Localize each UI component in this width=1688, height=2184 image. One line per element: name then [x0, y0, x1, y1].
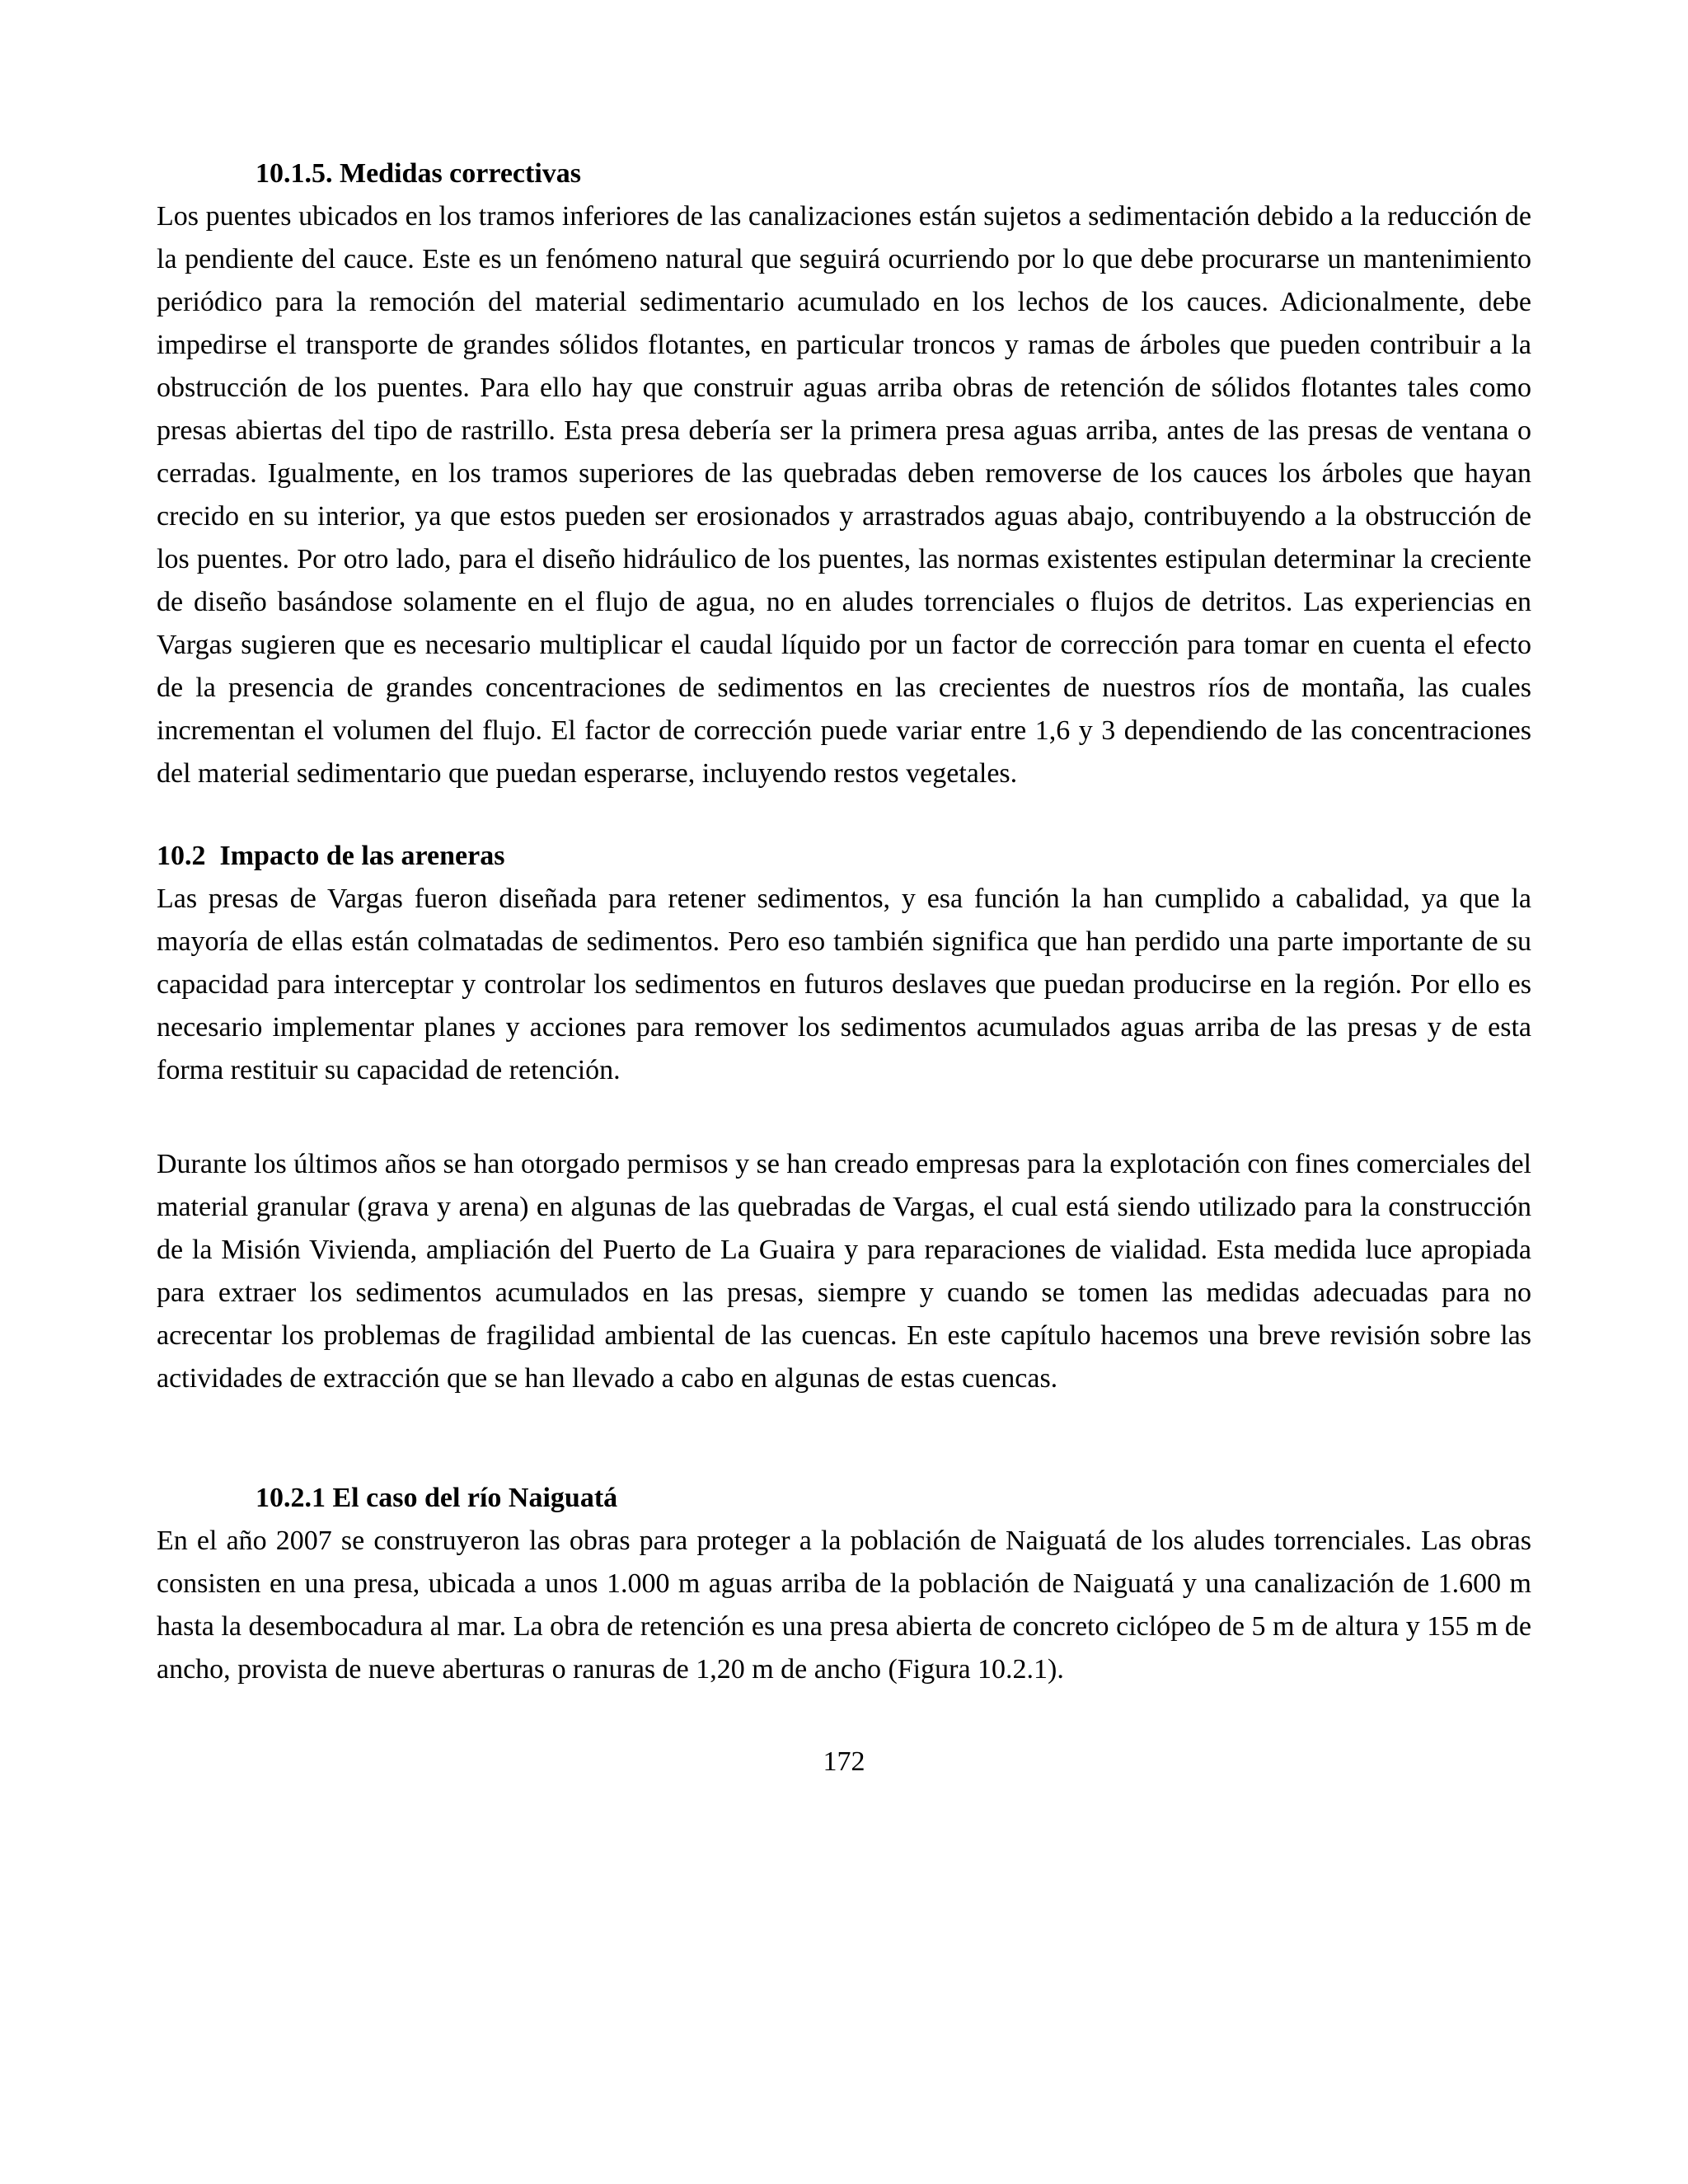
section-heading-10-2-impacto-areneras: 10.2 Impacto de las areneras	[157, 841, 505, 871]
page-number: 172	[823, 1746, 865, 1777]
paragraph-impacto-areneras-1: Las presas de Vargas fueron diseñada para retener sedimentos, y esa función la han cumplido a cabalidad, ya que la mayoría de ellas están colmatadas de sedimentos. Pero eso también significa que han perdido una parte importante de su capacidad para interceptar y controlar los sedimentos en futuros deslaves que puedan producirse en la región. Por ello es necesario implementar planes y acciones para remover los sedimentos acumulados aguas arriba de las presas y de esta forma restituir su capacidad de retención.	[157, 883, 1531, 1085]
section-heading-10-2-1-caso-naiguata: 10.2.1 El caso del río Naiguatá	[256, 1483, 618, 1513]
paragraph-medidas-correctivas: Los puentes ubicados en los tramos inferiores de las canalizaciones están sujetos a sedimentación debido a la reducción de la pendiente del cauce. Este es un fenómeno natural que seguirá ocurriendo por lo que debe procurarse un mantenimiento periódico para la remoción del material sedimentario acumulado en los lechos de los cauces. Adicionalmente, debe impedirse el transporte de grandes sólidos flotantes, en particular troncos y ramas de árboles que pueden contribuir a la obstrucción de los puentes. Para ello hay que construir aguas arriba obras de retención de sólidos flotantes tales como presas abiertas del tipo de rastrillo. Esta presa debería ser la primera presa aguas arriba, antes de las presas de ventana o cerradas. Igualmente, en los tramos superiores de las quebradas deben removerse de los cauces los árboles que hayan crecido en su interior, ya que estos pueden ser erosionados y arrastrados aguas abajo, contribuyendo a la obstrucción de los puentes. Por otro lado, para el diseño hidráulico de los puentes, las normas existentes estipulan determinar la creciente de diseño basándose solamente en el flujo de agua, no en aludes torrenciales o flujos de detritos. Las experiencias en Vargas sugieren que es necesario multiplicar el caudal líquido por un factor de corrección para tomar en cuenta el efecto de la presencia de grandes concentraciones de sedimentos en las crecientes de nuestros ríos de montaña, las cuales incrementan el volumen del flujo. El factor de corrección puede variar entre 1,6 y 3 dependiendo de las concentraciones del material sedimentario que puedan esperarse, incluyendo restos vegetales.	[157, 201, 1531, 789]
section-heading-10-1-5-medidas-correctivas: 10.1.5. Medidas correctivas	[256, 158, 582, 189]
page-content	[157, 152, 1531, 1783]
paragraph-caso-naiguata: En el año 2007 se construyeron las obras para proteger a la población de Naiguatá de los aludes torrenciales. Las obras consisten en una presa, ubicada a unos 1.000 m aguas arriba de la población de Naiguatá y una canalización de 1.600 m hasta la desembocadura al mar. La obra de retención es una presa abierta de concreto ciclópeo de 5 m de altura y 155 m de ancho, provista de nueve aberturas o ranuras de 1,20 m de ancho (Figura 10.2.1).	[157, 1526, 1531, 1685]
paragraph-impacto-areneras-2: Durante los últimos años se han otorgado permisos y se han creado empresas para la explotación con fines comerciales del material granular (grava y arena) en algunas de las quebradas de Vargas, el cual está siendo utilizado para la construcción de la Misión Vivienda, ampliación del Puerto de La Guaira y para reparaciones de vialidad. Esta medida luce apropiada para extraer los sedimentos acumulados en las presas, siempre y cuando se tomen las medidas adecuadas para no acrecentar los problemas de fragilidad ambiental de las cuencas. En este capítulo hacemos una breve revisión sobre las actividades de extracción que se han llevado a cabo en algunas de estas cuencas.	[157, 1149, 1531, 1394]
